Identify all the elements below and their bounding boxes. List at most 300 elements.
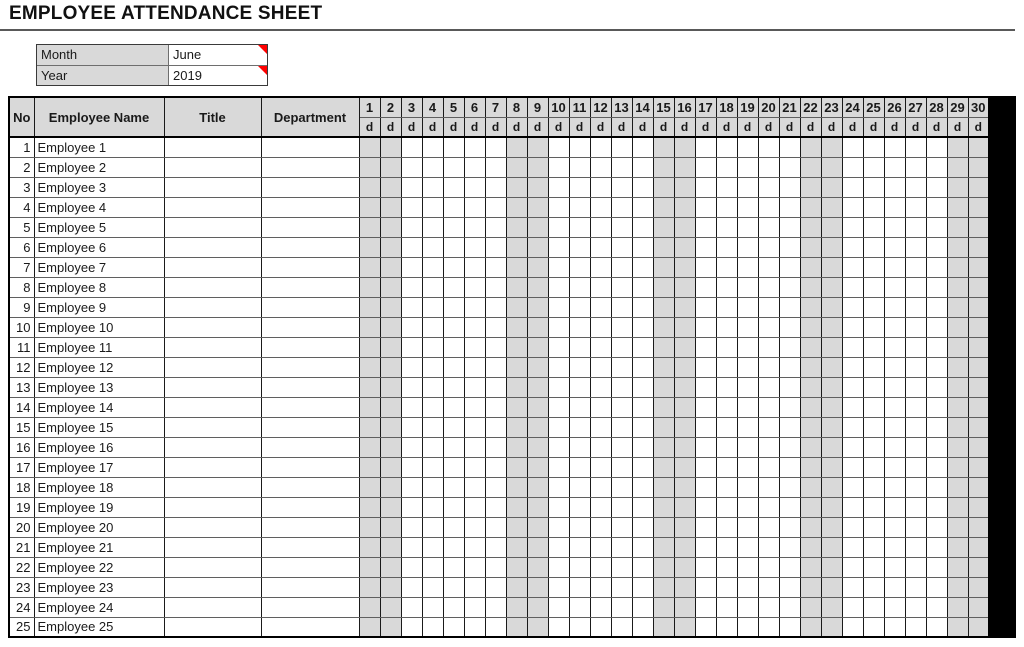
attendance-cell-day-17[interactable] (695, 357, 716, 377)
no-cell[interactable]: 25 (9, 617, 34, 637)
attendance-cell-day-4[interactable] (422, 597, 443, 617)
no-cell[interactable]: 19 (9, 497, 34, 517)
attendance-cell-day-12[interactable] (590, 417, 611, 437)
attendance-cell-day-7[interactable] (485, 157, 506, 177)
attendance-cell-day-25[interactable] (863, 437, 884, 457)
attendance-cell-day-23[interactable] (821, 477, 842, 497)
attendance-cell-day-30[interactable] (968, 277, 989, 297)
attendance-cell-day-10[interactable] (548, 357, 569, 377)
attendance-cell-day-26[interactable] (884, 517, 905, 537)
attendance-cell-day-30[interactable] (968, 157, 989, 177)
attendance-cell-day-20[interactable] (758, 377, 779, 397)
attendance-cell-day-19[interactable] (737, 277, 758, 297)
attendance-cell-day-27[interactable] (905, 457, 926, 477)
attendance-cell-day-10[interactable] (548, 237, 569, 257)
attendance-cell-day-19[interactable] (737, 457, 758, 477)
department-cell[interactable] (261, 217, 359, 237)
attendance-cell-day-14[interactable] (632, 257, 653, 277)
title-cell[interactable] (164, 417, 261, 437)
attendance-cell-day-15[interactable] (653, 137, 674, 157)
attendance-cell-day-29[interactable] (947, 157, 968, 177)
attendance-cell-day-23[interactable] (821, 617, 842, 637)
attendance-cell-day-11[interactable] (569, 477, 590, 497)
attendance-cell-day-3[interactable] (401, 297, 422, 317)
no-cell[interactable]: 18 (9, 477, 34, 497)
attendance-cell-day-25[interactable] (863, 417, 884, 437)
attendance-cell-day-22[interactable] (800, 537, 821, 557)
attendance-cell-day-26[interactable] (884, 217, 905, 237)
attendance-cell-day-25[interactable] (863, 497, 884, 517)
attendance-cell-day-28[interactable] (926, 357, 947, 377)
attendance-cell-day-8[interactable] (506, 157, 527, 177)
attendance-cell-day-8[interactable] (506, 477, 527, 497)
attendance-cell-day-19[interactable] (737, 397, 758, 417)
department-cell[interactable] (261, 237, 359, 257)
attendance-cell-day-8[interactable] (506, 517, 527, 537)
attendance-cell-day-21[interactable] (779, 597, 800, 617)
attendance-cell-day-5[interactable] (443, 397, 464, 417)
attendance-cell-day-4[interactable] (422, 197, 443, 217)
attendance-cell-day-4[interactable] (422, 297, 443, 317)
attendance-cell-day-16[interactable] (674, 417, 695, 437)
attendance-cell-day-1[interactable] (359, 197, 380, 217)
attendance-cell-day-30[interactable] (968, 337, 989, 357)
attendance-cell-day-15[interactable] (653, 557, 674, 577)
attendance-cell-day-21[interactable] (779, 177, 800, 197)
attendance-cell-day-27[interactable] (905, 257, 926, 277)
attendance-cell-day-3[interactable] (401, 577, 422, 597)
attendance-cell-day-20[interactable] (758, 617, 779, 637)
year-value-cell[interactable] (169, 66, 267, 85)
attendance-cell-day-21[interactable] (779, 437, 800, 457)
attendance-cell-day-11[interactable] (569, 577, 590, 597)
attendance-cell-day-3[interactable] (401, 597, 422, 617)
attendance-cell-day-15[interactable] (653, 437, 674, 457)
attendance-cell-day-26[interactable] (884, 477, 905, 497)
attendance-cell-day-3[interactable] (401, 157, 422, 177)
attendance-cell-day-20[interactable] (758, 557, 779, 577)
attendance-cell-day-21[interactable] (779, 157, 800, 177)
attendance-cell-day-18[interactable] (716, 477, 737, 497)
attendance-cell-day-23[interactable] (821, 237, 842, 257)
attendance-cell-day-11[interactable] (569, 337, 590, 357)
attendance-cell-day-1[interactable] (359, 397, 380, 417)
attendance-cell-day-7[interactable] (485, 577, 506, 597)
attendance-cell-day-10[interactable] (548, 337, 569, 357)
department-cell[interactable] (261, 557, 359, 577)
attendance-cell-day-25[interactable] (863, 297, 884, 317)
attendance-cell-day-13[interactable] (611, 577, 632, 597)
attendance-cell-day-1[interactable] (359, 617, 380, 637)
attendance-cell-day-2[interactable] (380, 477, 401, 497)
attendance-cell-day-17[interactable] (695, 517, 716, 537)
attendance-cell-day-29[interactable] (947, 517, 968, 537)
attendance-cell-day-27[interactable] (905, 617, 926, 637)
attendance-cell-day-28[interactable] (926, 377, 947, 397)
attendance-cell-day-3[interactable] (401, 497, 422, 517)
title-cell[interactable] (164, 597, 261, 617)
attendance-cell-day-10[interactable] (548, 617, 569, 637)
attendance-cell-day-4[interactable] (422, 277, 443, 297)
attendance-cell-day-14[interactable] (632, 177, 653, 197)
attendance-cell-day-7[interactable] (485, 497, 506, 517)
attendance-cell-day-17[interactable] (695, 557, 716, 577)
department-cell[interactable] (261, 617, 359, 637)
attendance-cell-day-8[interactable] (506, 417, 527, 437)
attendance-cell-day-20[interactable] (758, 337, 779, 357)
attendance-cell-day-25[interactable] (863, 157, 884, 177)
attendance-cell-day-2[interactable] (380, 617, 401, 637)
attendance-cell-day-23[interactable] (821, 437, 842, 457)
attendance-cell-day-26[interactable] (884, 337, 905, 357)
attendance-cell-day-15[interactable] (653, 417, 674, 437)
attendance-cell-day-6[interactable] (464, 237, 485, 257)
attendance-cell-day-23[interactable] (821, 597, 842, 617)
name-cell[interactable]: Employee 4 (34, 197, 164, 217)
attendance-cell-day-18[interactable] (716, 237, 737, 257)
attendance-cell-day-6[interactable] (464, 597, 485, 617)
attendance-cell-day-20[interactable] (758, 197, 779, 217)
no-cell[interactable]: 17 (9, 457, 34, 477)
attendance-cell-day-28[interactable] (926, 217, 947, 237)
attendance-cell-day-30[interactable] (968, 237, 989, 257)
attendance-cell-day-2[interactable] (380, 597, 401, 617)
attendance-cell-day-12[interactable] (590, 617, 611, 637)
attendance-cell-day-30[interactable] (968, 577, 989, 597)
attendance-cell-day-3[interactable] (401, 357, 422, 377)
attendance-cell-day-5[interactable] (443, 597, 464, 617)
attendance-cell-day-16[interactable] (674, 537, 695, 557)
attendance-cell-day-18[interactable] (716, 197, 737, 217)
attendance-cell-day-4[interactable] (422, 397, 443, 417)
attendance-cell-day-7[interactable] (485, 197, 506, 217)
attendance-cell-day-12[interactable] (590, 277, 611, 297)
attendance-cell-day-25[interactable] (863, 397, 884, 417)
attendance-cell-day-9[interactable] (527, 397, 548, 417)
attendance-cell-day-6[interactable] (464, 577, 485, 597)
attendance-cell-day-27[interactable] (905, 557, 926, 577)
attendance-cell-day-30[interactable] (968, 437, 989, 457)
attendance-cell-day-18[interactable] (716, 317, 737, 337)
attendance-cell-day-10[interactable] (548, 257, 569, 277)
attendance-cell-day-9[interactable] (527, 537, 548, 557)
attendance-cell-day-21[interactable] (779, 417, 800, 437)
attendance-cell-day-22[interactable] (800, 157, 821, 177)
attendance-cell-day-1[interactable] (359, 417, 380, 437)
attendance-cell-day-29[interactable] (947, 477, 968, 497)
attendance-cell-day-23[interactable] (821, 297, 842, 317)
attendance-cell-day-27[interactable] (905, 297, 926, 317)
attendance-cell-day-8[interactable] (506, 237, 527, 257)
attendance-cell-day-21[interactable] (779, 617, 800, 637)
attendance-cell-day-16[interactable] (674, 437, 695, 457)
attendance-cell-day-26[interactable] (884, 597, 905, 617)
attendance-cell-day-4[interactable] (422, 617, 443, 637)
attendance-cell-day-4[interactable] (422, 417, 443, 437)
attendance-cell-day-15[interactable] (653, 297, 674, 317)
title-cell[interactable] (164, 137, 261, 157)
attendance-cell-day-27[interactable] (905, 597, 926, 617)
attendance-cell-day-11[interactable] (569, 317, 590, 337)
attendance-cell-day-2[interactable] (380, 537, 401, 557)
attendance-cell-day-6[interactable] (464, 357, 485, 377)
name-cell[interactable]: Employee 25 (34, 617, 164, 637)
attendance-cell-day-10[interactable] (548, 137, 569, 157)
attendance-cell-day-12[interactable] (590, 397, 611, 417)
attendance-cell-day-30[interactable] (968, 477, 989, 497)
attendance-cell-day-29[interactable] (947, 197, 968, 217)
attendance-cell-day-21[interactable] (779, 277, 800, 297)
attendance-cell-day-18[interactable] (716, 297, 737, 317)
attendance-cell-day-11[interactable] (569, 157, 590, 177)
attendance-cell-day-18[interactable] (716, 397, 737, 417)
attendance-cell-day-28[interactable] (926, 317, 947, 337)
department-cell[interactable] (261, 517, 359, 537)
attendance-cell-day-26[interactable] (884, 397, 905, 417)
attendance-cell-day-11[interactable] (569, 497, 590, 517)
attendance-cell-day-3[interactable] (401, 517, 422, 537)
attendance-cell-day-18[interactable] (716, 137, 737, 157)
attendance-cell-day-27[interactable] (905, 177, 926, 197)
title-cell[interactable] (164, 557, 261, 577)
attendance-cell-day-11[interactable] (569, 457, 590, 477)
attendance-cell-day-5[interactable] (443, 557, 464, 577)
attendance-cell-day-27[interactable] (905, 517, 926, 537)
attendance-cell-day-30[interactable] (968, 177, 989, 197)
attendance-cell-day-22[interactable] (800, 417, 821, 437)
attendance-cell-day-29[interactable] (947, 577, 968, 597)
attendance-cell-day-23[interactable] (821, 517, 842, 537)
attendance-cell-day-4[interactable] (422, 317, 443, 337)
attendance-cell-day-17[interactable] (695, 577, 716, 597)
attendance-cell-day-2[interactable] (380, 157, 401, 177)
attendance-cell-day-21[interactable] (779, 517, 800, 537)
attendance-cell-day-14[interactable] (632, 337, 653, 357)
attendance-cell-day-7[interactable] (485, 257, 506, 277)
attendance-cell-day-14[interactable] (632, 217, 653, 237)
name-cell[interactable]: Employee 2 (34, 157, 164, 177)
attendance-cell-day-25[interactable] (863, 337, 884, 357)
attendance-cell-day-12[interactable] (590, 317, 611, 337)
attendance-cell-day-28[interactable] (926, 337, 947, 357)
attendance-cell-day-15[interactable] (653, 317, 674, 337)
attendance-cell-day-1[interactable] (359, 577, 380, 597)
no-cell[interactable]: 24 (9, 597, 34, 617)
attendance-cell-day-6[interactable] (464, 377, 485, 397)
attendance-cell-day-9[interactable] (527, 517, 548, 537)
attendance-cell-day-15[interactable] (653, 517, 674, 537)
month-value-cell[interactable] (169, 45, 267, 65)
attendance-cell-day-13[interactable] (611, 357, 632, 377)
attendance-cell-day-5[interactable] (443, 197, 464, 217)
name-cell[interactable]: Employee 1 (34, 137, 164, 157)
attendance-cell-day-2[interactable] (380, 137, 401, 157)
attendance-cell-day-3[interactable] (401, 377, 422, 397)
attendance-cell-day-26[interactable] (884, 157, 905, 177)
attendance-cell-day-6[interactable] (464, 417, 485, 437)
attendance-cell-day-28[interactable] (926, 137, 947, 157)
attendance-cell-day-27[interactable] (905, 197, 926, 217)
attendance-cell-day-6[interactable] (464, 277, 485, 297)
attendance-cell-day-17[interactable] (695, 537, 716, 557)
attendance-cell-day-30[interactable] (968, 617, 989, 637)
attendance-cell-day-6[interactable] (464, 557, 485, 577)
attendance-cell-day-2[interactable] (380, 317, 401, 337)
attendance-cell-day-6[interactable] (464, 517, 485, 537)
attendance-cell-day-16[interactable] (674, 337, 695, 357)
name-cell[interactable]: Employee 9 (34, 297, 164, 317)
attendance-cell-day-21[interactable] (779, 197, 800, 217)
attendance-cell-day-10[interactable] (548, 457, 569, 477)
attendance-cell-day-18[interactable] (716, 597, 737, 617)
attendance-cell-day-6[interactable] (464, 537, 485, 557)
attendance-cell-day-26[interactable] (884, 457, 905, 477)
attendance-cell-day-24[interactable] (842, 317, 863, 337)
attendance-cell-day-3[interactable] (401, 277, 422, 297)
attendance-cell-day-22[interactable] (800, 397, 821, 417)
attendance-cell-day-18[interactable] (716, 357, 737, 377)
attendance-cell-day-9[interactable] (527, 237, 548, 257)
attendance-cell-day-26[interactable] (884, 557, 905, 577)
attendance-cell-day-19[interactable] (737, 617, 758, 637)
attendance-cell-day-26[interactable] (884, 277, 905, 297)
attendance-cell-day-8[interactable] (506, 137, 527, 157)
attendance-cell-day-9[interactable] (527, 337, 548, 357)
attendance-cell-day-15[interactable] (653, 357, 674, 377)
attendance-cell-day-11[interactable] (569, 297, 590, 317)
attendance-cell-day-11[interactable] (569, 437, 590, 457)
attendance-cell-day-29[interactable] (947, 237, 968, 257)
attendance-cell-day-9[interactable] (527, 437, 548, 457)
attendance-cell-day-4[interactable] (422, 477, 443, 497)
attendance-cell-day-14[interactable] (632, 317, 653, 337)
attendance-cell-day-20[interactable] (758, 457, 779, 477)
attendance-cell-day-24[interactable] (842, 517, 863, 537)
attendance-cell-day-1[interactable] (359, 237, 380, 257)
attendance-cell-day-20[interactable] (758, 277, 779, 297)
attendance-cell-day-16[interactable] (674, 257, 695, 277)
attendance-cell-day-1[interactable] (359, 497, 380, 517)
attendance-cell-day-25[interactable] (863, 277, 884, 297)
attendance-cell-day-15[interactable] (653, 617, 674, 637)
attendance-cell-day-21[interactable] (779, 557, 800, 577)
title-cell[interactable] (164, 377, 261, 397)
attendance-cell-day-17[interactable] (695, 597, 716, 617)
attendance-cell-day-13[interactable] (611, 137, 632, 157)
title-cell[interactable] (164, 337, 261, 357)
attendance-cell-day-25[interactable] (863, 577, 884, 597)
attendance-cell-day-28[interactable] (926, 297, 947, 317)
attendance-cell-day-11[interactable] (569, 617, 590, 637)
attendance-cell-day-13[interactable] (611, 297, 632, 317)
attendance-cell-day-29[interactable] (947, 557, 968, 577)
no-cell[interactable]: 12 (9, 357, 34, 377)
attendance-cell-day-5[interactable] (443, 297, 464, 317)
attendance-cell-day-14[interactable] (632, 537, 653, 557)
attendance-cell-day-9[interactable] (527, 317, 548, 337)
attendance-cell-day-6[interactable] (464, 617, 485, 637)
attendance-cell-day-30[interactable] (968, 297, 989, 317)
attendance-cell-day-23[interactable] (821, 557, 842, 577)
attendance-cell-day-5[interactable] (443, 257, 464, 277)
attendance-cell-day-2[interactable] (380, 177, 401, 197)
attendance-cell-day-5[interactable] (443, 437, 464, 457)
attendance-cell-day-21[interactable] (779, 337, 800, 357)
attendance-cell-day-12[interactable] (590, 597, 611, 617)
department-cell[interactable] (261, 337, 359, 357)
attendance-cell-day-5[interactable] (443, 157, 464, 177)
attendance-cell-day-19[interactable] (737, 297, 758, 317)
attendance-cell-day-19[interactable] (737, 337, 758, 357)
attendance-cell-day-4[interactable] (422, 457, 443, 477)
attendance-cell-day-2[interactable] (380, 357, 401, 377)
attendance-cell-day-13[interactable] (611, 257, 632, 277)
attendance-cell-day-6[interactable] (464, 197, 485, 217)
attendance-cell-day-10[interactable] (548, 557, 569, 577)
attendance-cell-day-1[interactable] (359, 377, 380, 397)
attendance-cell-day-2[interactable] (380, 257, 401, 277)
name-cell[interactable]: Employee 6 (34, 237, 164, 257)
attendance-cell-day-30[interactable] (968, 137, 989, 157)
attendance-cell-day-1[interactable] (359, 317, 380, 337)
attendance-cell-day-9[interactable] (527, 477, 548, 497)
attendance-cell-day-29[interactable] (947, 337, 968, 357)
attendance-cell-day-19[interactable] (737, 357, 758, 377)
title-cell[interactable] (164, 257, 261, 277)
attendance-cell-day-22[interactable] (800, 297, 821, 317)
attendance-cell-day-30[interactable] (968, 257, 989, 277)
attendance-cell-day-28[interactable] (926, 537, 947, 557)
department-cell[interactable] (261, 157, 359, 177)
attendance-cell-day-9[interactable] (527, 597, 548, 617)
attendance-cell-day-1[interactable] (359, 597, 380, 617)
attendance-cell-day-6[interactable] (464, 157, 485, 177)
attendance-cell-day-27[interactable] (905, 537, 926, 557)
attendance-cell-day-23[interactable] (821, 177, 842, 197)
attendance-cell-day-16[interactable] (674, 397, 695, 417)
attendance-cell-day-22[interactable] (800, 237, 821, 257)
attendance-cell-day-5[interactable] (443, 237, 464, 257)
attendance-cell-day-2[interactable] (380, 237, 401, 257)
attendance-cell-day-4[interactable] (422, 497, 443, 517)
attendance-cell-day-26[interactable] (884, 437, 905, 457)
attendance-cell-day-19[interactable] (737, 477, 758, 497)
attendance-cell-day-4[interactable] (422, 257, 443, 277)
attendance-cell-day-11[interactable] (569, 377, 590, 397)
attendance-cell-day-23[interactable] (821, 317, 842, 337)
attendance-cell-day-6[interactable] (464, 217, 485, 237)
attendance-cell-day-25[interactable] (863, 457, 884, 477)
attendance-cell-day-11[interactable] (569, 137, 590, 157)
attendance-cell-day-20[interactable] (758, 597, 779, 617)
attendance-cell-day-23[interactable] (821, 457, 842, 477)
name-cell[interactable]: Employee 22 (34, 557, 164, 577)
attendance-cell-day-13[interactable] (611, 317, 632, 337)
attendance-cell-day-8[interactable] (506, 297, 527, 317)
attendance-cell-day-16[interactable] (674, 457, 695, 477)
attendance-cell-day-16[interactable] (674, 197, 695, 217)
attendance-cell-day-4[interactable] (422, 217, 443, 237)
attendance-cell-day-7[interactable] (485, 537, 506, 557)
attendance-cell-day-20[interactable] (758, 357, 779, 377)
department-cell[interactable] (261, 357, 359, 377)
attendance-cell-day-29[interactable] (947, 177, 968, 197)
attendance-cell-day-24[interactable] (842, 137, 863, 157)
attendance-cell-day-10[interactable] (548, 517, 569, 537)
no-cell[interactable]: 23 (9, 577, 34, 597)
attendance-cell-day-15[interactable] (653, 197, 674, 217)
attendance-cell-day-16[interactable] (674, 217, 695, 237)
